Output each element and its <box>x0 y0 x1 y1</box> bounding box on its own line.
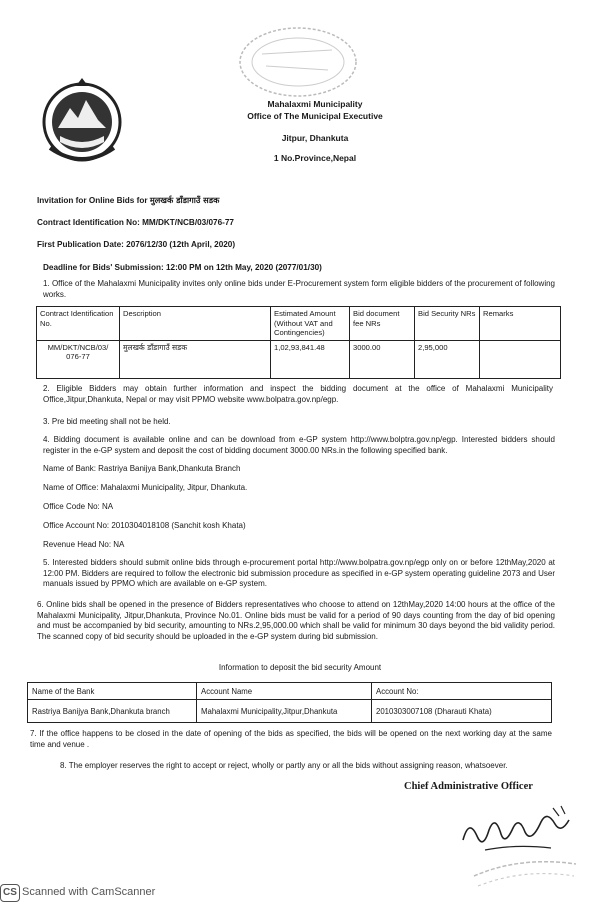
bid-cell-remarks <box>480 340 561 378</box>
bid-header-description: Description <box>120 307 271 341</box>
bank-header-account-no: Account No: <box>372 683 552 700</box>
bid-cell-security: 2,95,000 <box>415 340 480 378</box>
paragraph-4 <box>43 435 555 456</box>
paragraph-2 <box>43 384 553 405</box>
bank-name: Name of Bank: Rastriya Banijya Bank,Dhankuta Branch <box>43 464 241 473</box>
bank-table-header-row <box>28 683 552 700</box>
revenue-head: Revenue Head No: NA <box>43 540 125 549</box>
header-location: Jitpur, Dhankuta <box>281 133 349 143</box>
bank-table <box>27 682 552 723</box>
bid-header-doc-fee: Bid document fee NRs <box>350 307 415 341</box>
bank-cell-bank: Rastriya Banijya Bank,Dhankuta branch <box>28 700 197 723</box>
paragraph-3: 3. Pre bid meeting shall not be held. <box>43 417 171 426</box>
header-municipality: Mahalaxmi Municipality <box>267 99 363 109</box>
contract-identification: Contract Identification No: MM/DKT/NCB/03/076-77 <box>37 218 234 227</box>
bid-deadline: Deadline for Bids' Submission: 12:00 PM on 12th May, 2020 (2077/01/30) <box>43 263 322 272</box>
paragraph-2-text: 2. Eligible Bidders may obtain further information and inspect the bidding document at the office of Mahalaxmi Municipality Office,Jitpur,Dhankuta, Nepal or may visit PPMO website www.bolpatra.gov.np/egp. <box>43 384 553 404</box>
bid-header-security: Bid Security NRs <box>415 307 480 341</box>
invitation-prefix: Invitation for Online Bids for <box>37 196 150 205</box>
paragraph-6 <box>37 600 555 642</box>
header-office: Office of The Municipal Executive <box>247 111 383 121</box>
office-name: Name of Office: Mahalaxmi Municipality, Jitpur, Dhankuta. <box>43 483 248 492</box>
camscanner-text: Scanned with CamScanner <box>22 886 156 898</box>
bid-cell-estimated: 1,02,93,841.48 <box>271 340 350 378</box>
bid-cell-contract: MM/DKT/NCB/03/ 076-77 <box>37 340 120 378</box>
bid-cell-doc-fee: 3000.00 <box>350 340 415 378</box>
bid-cell-description: मुलखर्क डाँडागाउँ सडक <box>120 340 271 378</box>
paragraph-6-text: 6. Online bids shall be opened in the presence of Bidders representatives who choose to attend on 12thMay,2020 14:00 hours at the office of the Mahalaxmi Municipality, Jitpur,Dhankuta, Province No.01. Online bids must be valid for a period of 90 days counting from the day of bid opening and must be accompanied by bid security, amounting to NRs.2,95,000.00 which shall be valid for minimum 30 days beyond the bid validity period. The scanned copy of bid security should be uploaded in the e-GP system during bid submission. <box>37 600 555 641</box>
bank-table-row <box>28 700 552 723</box>
paragraph-1 <box>43 279 555 300</box>
camscanner-watermark <box>0 884 200 904</box>
office-stamp <box>232 20 364 102</box>
office-stamp-bottom <box>470 846 580 896</box>
bid-table <box>36 306 561 379</box>
bank-cell-account-no: 2010303007108 (Dharauti Khata) <box>372 700 552 723</box>
paragraph-7 <box>30 729 552 750</box>
signatory-title: Chief Administrative Officer <box>404 781 533 792</box>
camscanner-badge: CS <box>0 884 20 902</box>
bank-header-bank: Name of the Bank <box>28 683 197 700</box>
bank-cell-account-name: Mahalaxmi Municipality,Jitpur,Dhankuta <box>197 700 372 723</box>
invitation-line <box>37 195 219 206</box>
paragraph-8: 8. The employer reserves the right to accept or reject, wholly or partly any or all the bids without assigning reason, whatsoever. <box>60 761 508 770</box>
invitation-project: मुलखर्क डाँडागाउँ सडक <box>149 195 220 205</box>
header-province: 1 No.Province,Nepal <box>273 153 357 163</box>
bid-header-estimated: Estimated Amount (Without VAT and Contingencies) <box>271 307 350 341</box>
office-account: Office Account No: 2010304018108 (Sanchit kosh Khata) <box>43 521 246 530</box>
paragraph-7-text: 7. If the office happens to be closed in the date of opening of the bids as specified, the bids will be opened on the next working day at the same time and venue . <box>30 729 552 749</box>
bid-table-header-row <box>37 307 561 341</box>
bank-header-account-name: Account Name <box>197 683 372 700</box>
bid-header-remarks: Remarks <box>480 307 561 341</box>
bid-header-contract: Contract Identification No. <box>37 307 120 341</box>
paragraph-1-text: 1. Office of the Mahalaxmi Municipality invites only online bids under E-Procurement system form eligible bidders of the procurement of following works. <box>43 279 555 299</box>
paragraph-5-text: 5. Interested bidders should submit online bids through e-procurement portal http://www.bolpatra.gov.np/egp only on or before 12thMay,2020 at 12:00 PM. Bidders are required to follow the electronic bid submission procedure as specified in e-GP system operating guideline 2073 and User manuals issued by PPMO which are available on e-GP system. <box>43 558 555 588</box>
paragraph-4-text: 4. Bidding document is available online and can be download from e-GP system http://www.bolptra.gov.np/egp. Interested bidders should register in the e-GP system and deposit the cost of bidding document 3000.00 NRs.in the following specified bank. <box>43 435 555 455</box>
bid-table-row <box>37 340 561 378</box>
nepal-emblem-logo <box>40 78 124 168</box>
deposit-title: Information to deposit the bid security Amount <box>218 663 382 672</box>
paragraph-5 <box>43 558 555 590</box>
office-code: Office Code No: NA <box>43 502 114 511</box>
first-publication-date: First Publication Date: 2076/12/30 (12th April, 2020) <box>37 240 236 249</box>
